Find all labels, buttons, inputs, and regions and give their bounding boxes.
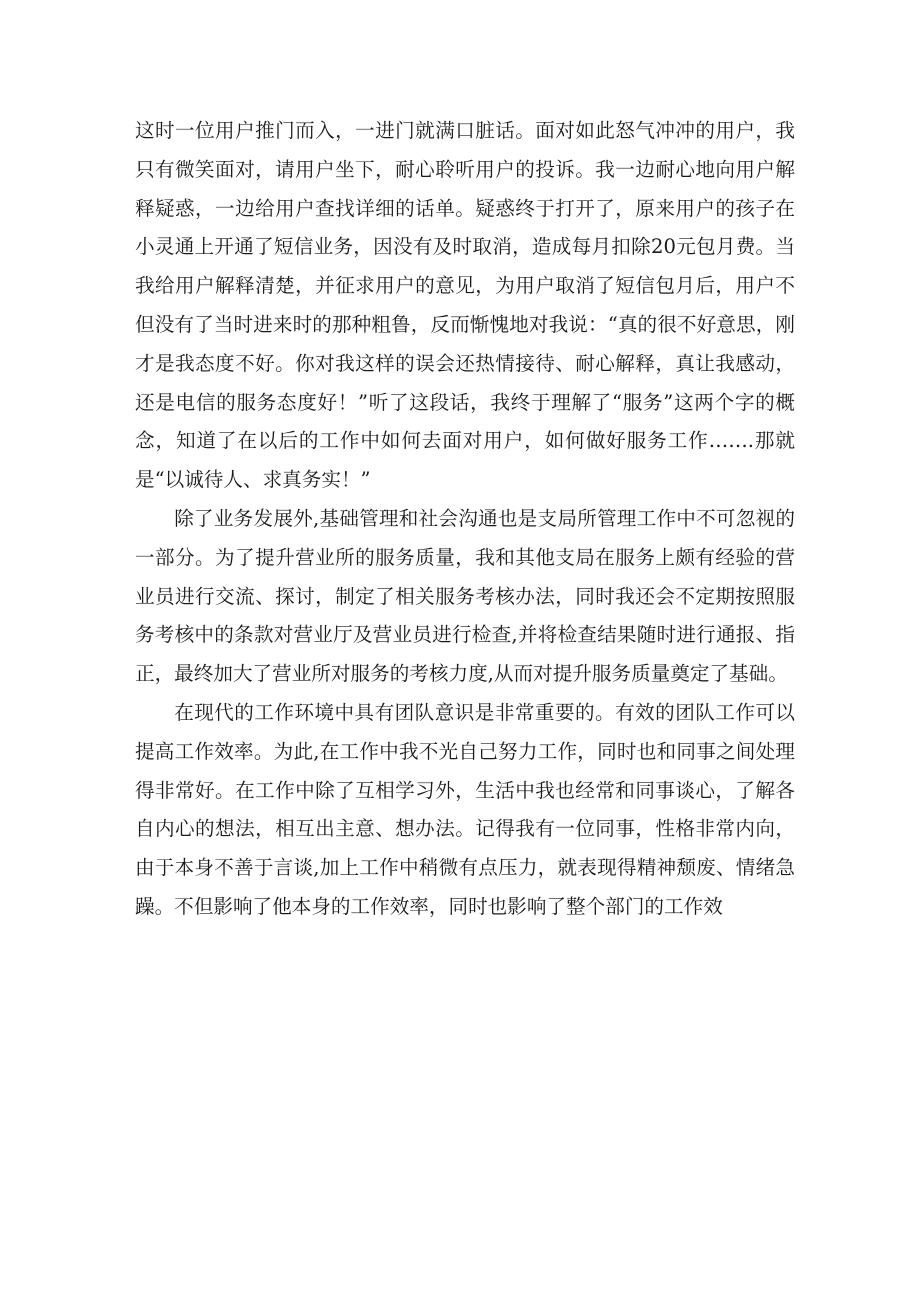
paragraph-1: 这时一位用户推门而入，一进门就满口脏话。面对如此怒气冲冲的用户，我只有微笑面对，请用户坐下，耐心聆听用户的投诉。我一边耐心地向用户解释疑惑，一边给用户查找详细的话单。疑惑终于打开了，原来用户的孩子在小灵通上开通了短信业务，因没有及时取消，造成每月扣除20元包月费。当我给用户解释清楚，并征求用户的意见，为用户取消了短信包月后，用户不但没有了当时进来时的那种粗鲁，反而惭愧地对我说：“真的很不好意思，刚才是我态度不好。你对我这样的误会还热情接待、耐心解释，真让我感动，还是电信的服务态度好！”听了这段话，我终于理解了“服务”这两个字的概念，知道了在以后的工作中如何去面对用户，如何做好服务工作…….那就是“以诚待人、求真务实！” [135,119,795,492]
paragraph-2: 除了业务发展外,基础管理和社会沟通也是支局所管理工作中不可忽视的一部分。为了提升营业所的服务质量，我和其他支局在服务上颇有经验的营业员进行交流、探讨，制定了相关服务考核办法，同时我还会不定期按照服务考核中的条款对营业厅及营业员进行检查,并将检查结果随时进行通报、指正，最终加大了营业所对服务的考核力度,从而对提升服务质量奠定了基础。 [135,506,795,686]
document-body [135,112,795,927]
paragraph-3: 在现代的工作环境中具有团队意识是非常重要的。有效的团队工作可以提高工作效率。为此,在工作中我不光自己努力工作，同时也和同事之间处理得非常好。在工作中除了互相学习外，生活中我也经常和同事谈心，了解各自内心的想法，相互出主意、想办法。记得我有一位同事，性格非常内向，由于本身不善于言谈,加上工作中稍微有点压力，就表现得精神颓废、情绪急躁。不但影响了他本身的工作效率，同时也影响了整个部门的工作效 [135,700,795,918]
